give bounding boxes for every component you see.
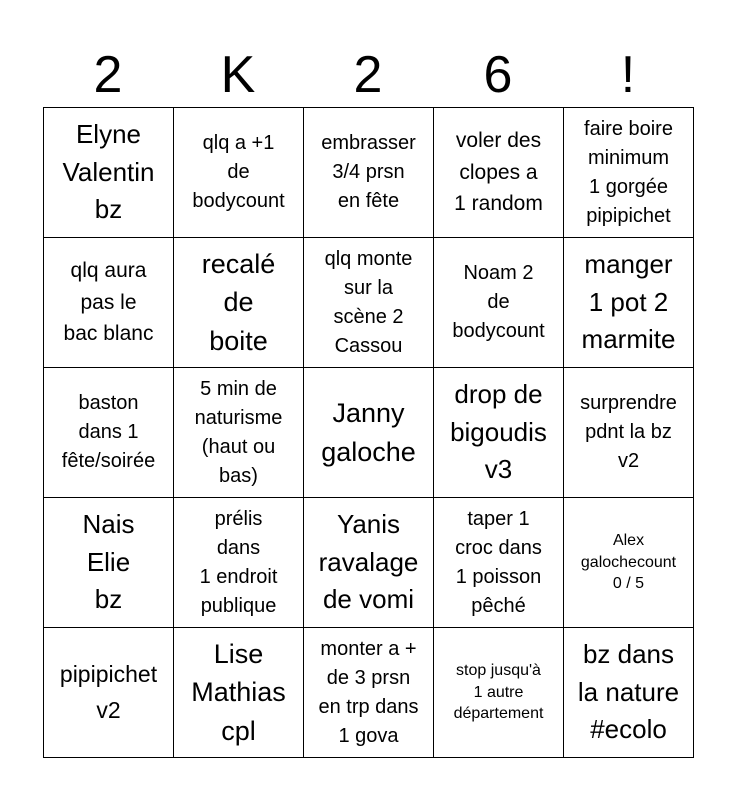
bingo-cell-r4c3[interactable]: Yanis ravalage de vomi (304, 498, 434, 628)
bingo-cell-r3c2[interactable]: 5 min de naturisme (haut ou bas) (174, 368, 304, 498)
header-letter-1: 2 (93, 46, 123, 104)
bingo-cell-r1c1[interactable]: Elyne Valentin bz (44, 108, 174, 238)
bingo-cell-r5c5[interactable]: bz dans la nature #ecolo (564, 628, 694, 758)
bingo-cell-r5c4[interactable]: stop jusqu'à 1 autre département (434, 628, 564, 758)
header-letter-4: 6 (483, 46, 513, 104)
bingo-cell-r1c5[interactable]: faire boire minimum 1 gorgée pipipichet (564, 108, 694, 238)
bingo-cell-r2c5[interactable]: manger 1 pot 2 marmite (564, 238, 694, 368)
bingo-cell-r2c3[interactable]: qlq monte sur la scène 2 Cassou (304, 238, 434, 368)
header-letter-3: 2 (353, 46, 383, 104)
bingo-cell-r3c3[interactable]: Janny galoche (304, 368, 434, 498)
bingo-cell-r5c1[interactable]: pipipichet v2 (44, 628, 174, 758)
bingo-cell-r2c1[interactable]: qlq aura pas le bac blanc (44, 238, 174, 368)
bingo-cell-r1c2[interactable]: qlq a +1 de bodycount (174, 108, 304, 238)
bingo-cell-r2c2[interactable]: recalé de boite (174, 238, 304, 368)
header-letter-5: ! (620, 46, 636, 104)
bingo-header (43, 44, 693, 106)
bingo-cell-r2c4[interactable]: Noam 2 de bodycount (434, 238, 564, 368)
header-letter-2: K (220, 46, 256, 104)
bingo-cell-r5c2[interactable]: Lise Mathias cpl (174, 628, 304, 758)
bingo-cell-r4c2[interactable]: prélis dans 1 endroit publique (174, 498, 304, 628)
bingo-cell-r4c4[interactable]: taper 1 croc dans 1 poisson pêché (434, 498, 564, 628)
bingo-cell-r4c5[interactable]: Alex galochecount 0 / 5 (564, 498, 694, 628)
bingo-cell-r3c4[interactable]: drop de bigoudis v3 (434, 368, 564, 498)
bingo-cell-r1c4[interactable]: voler des clopes a 1 random (434, 108, 564, 238)
bingo-cell-r3c5[interactable]: surprendre pdnt la bz v2 (564, 368, 694, 498)
bingo-cell-r5c3[interactable]: monter a + de 3 prsn en trp dans 1 gova (304, 628, 434, 758)
bingo-cell-r3c1[interactable]: baston dans 1 fête/soirée (44, 368, 174, 498)
bingo-cell-r1c3[interactable]: embrasser 3/4 prsn en fête (304, 108, 434, 238)
bingo-card (43, 107, 694, 758)
bingo-cell-r4c1[interactable]: Nais Elie bz (44, 498, 174, 628)
